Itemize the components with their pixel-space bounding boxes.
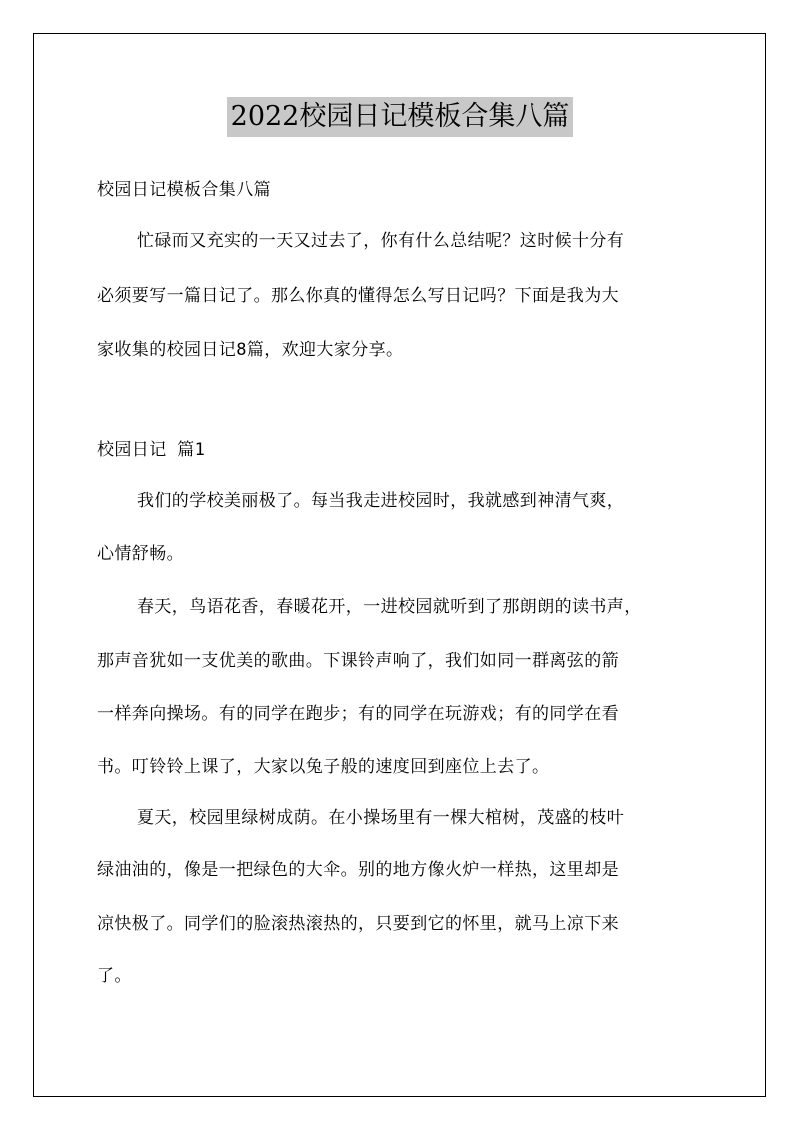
paragraph-line: 那声音犹如一支优美的歌曲。下课铃声响了，我们如同一群离弦的箭 [97, 651, 619, 671]
title-container [0, 97, 800, 137]
intro-line: 家收集的校园日记8篇，欢迎大家分享。 [97, 340, 404, 360]
intro-line: 必须要写一篇日记了。那么你真的懂得怎么写日记吗？下面是我为大 [97, 286, 619, 306]
paragraph-line: 书。叮铃铃上课了，大家以兔子般的速度回到座位上去了。 [97, 757, 550, 777]
document-title: 2022校园日记模板合集八篇 [227, 97, 574, 137]
paragraph-line: 了。 [97, 966, 132, 986]
paragraph-line: 我们的学校美丽极了。每当我走进校园时，我就感到神清气爽， [137, 491, 625, 511]
section-heading: 校园日记 篇1 [97, 440, 206, 460]
paragraph-line: 一样奔向操场。有的同学在跑步；有的同学在玩游戏；有的同学在看 [97, 704, 619, 724]
paragraph-line: 绿油油的，像是一把绿色的大伞。别的地方像火炉一样热，这里却是 [97, 860, 619, 880]
paragraph-line: 春天，鸟语花香，春暖花开，一进校园就听到了那朗朗的读书声， [137, 597, 642, 617]
paragraph-line: 心情舒畅。 [97, 544, 184, 564]
document-subtitle: 校园日记模板合集八篇 [97, 180, 271, 200]
paragraph-line: 凉快极了。同学们的脸滚热滚热的，只要到它的怀里，就马上凉下来 [97, 914, 619, 934]
intro-line: 忙碌而又充实的一天又过去了，你有什么总结呢？这时候十分有 [137, 231, 625, 251]
paragraph-line: 夏天，校园里绿树成荫。在小操场里有一棵大棺树，茂盛的枝叶 [137, 808, 625, 828]
